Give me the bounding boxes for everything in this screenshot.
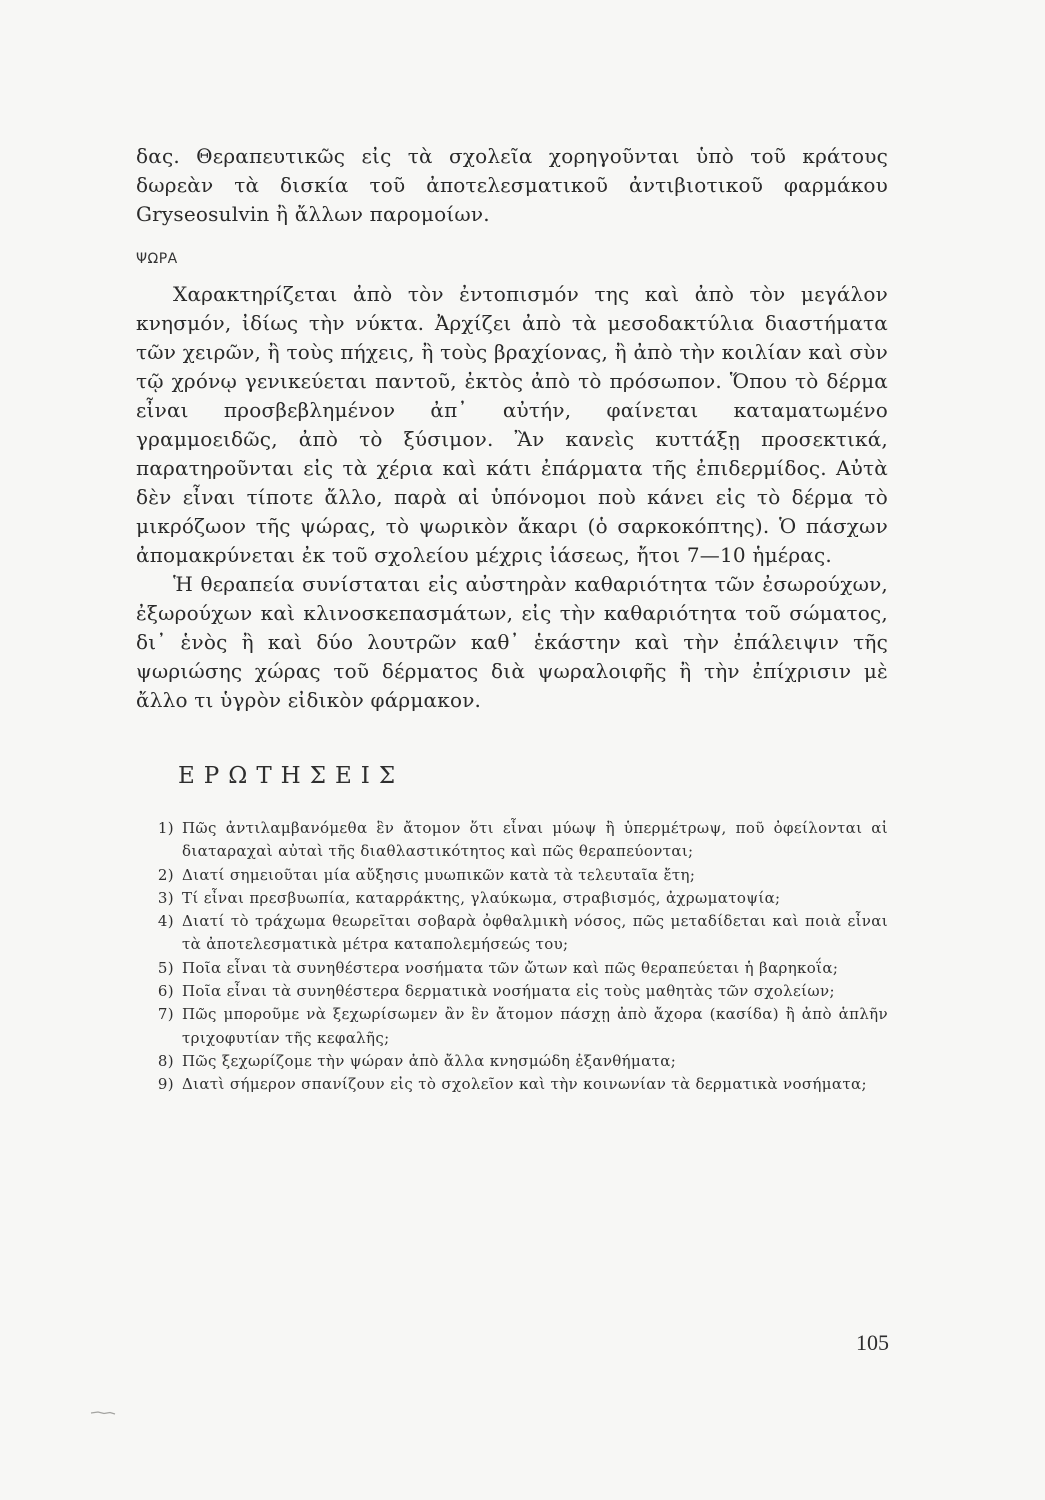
question-text: Πῶς ξεχωρίζομε τὴν ψώραν ἀπὸ ἄλλα κνησμώδη ἐξανθήματα; <box>182 1051 677 1070</box>
page-content <box>136 142 888 1097</box>
question-number: 4) <box>157 912 174 931</box>
question-text: Ποῖα εἶναι τὰ συνηθέστερα νοσήματα τῶν ὤτων καὶ πῶς θεραπεύεται ἡ βαρηκοΐα; <box>182 958 839 977</box>
smudge-icon <box>90 1410 116 1416</box>
question-item <box>136 887 888 910</box>
question-text: Διατὶ σήμερον σπανίζουν εἰς τὸ σχολεῖον καὶ τὴν κοινωνίαν τὰ δερματικὰ νοσήματα; <box>182 1075 867 1094</box>
intro-paragraph: δας. Θεραπευτικῶς εἰς τὰ σχολεῖα χορηγοῦνται ὑπὸ τοῦ κράτους δωρεὰν τὰ δισκία τοῦ ἀποτελεσματικοῦ ἀντιβιοτικοῦ φαρμάκου Gryseosulvin ἢ ἄλλων παρομοίων. <box>136 144 888 226</box>
question-item <box>136 980 888 1003</box>
question-number: 6) <box>157 982 174 1001</box>
question-item <box>136 910 888 957</box>
question-text: Πῶς μποροῦμε νὰ ξεχωρίσωμεν ἂν ἓν ἄτομον πάσχῃ ἀπὸ ἄχορα (κασίδα) ἢ ἀπὸ ἁπλῆν τριχοφυτίαν τῆς κεφαλῆς; <box>182 1005 888 1047</box>
question-text: Πῶς ἀντιλαμβανόμεθα ἓν ἄτομον ὅτι εἶναι μύωψ ἢ ὑπερμέτρωψ, ποῦ ὀφείλονται αἱ διαταραχαὶ αὐταὶ τῆς διαθλαστικότητος καὶ πῶς θεραπεύονται; <box>182 819 888 861</box>
question-item <box>136 864 888 887</box>
question-number: 5) <box>157 958 174 977</box>
question-number: 1) <box>157 819 174 837</box>
section-label-psora: ΨΩΡΑ <box>136 251 178 267</box>
question-number: 2) <box>157 865 174 884</box>
question-text: Διατί σημειοῦται μία αὔξησις μυωπικῶν κατὰ τὰ τελευταῖα ἔτη; <box>182 865 696 884</box>
question-number: 7) <box>157 1005 174 1024</box>
question-text: Διατί τὸ τράχωμα θεωρεῖται σοβαρὰ ὀφθαλμικὴ νόσος, πῶς μεταδίδεται καὶ ποιὰ εἶναι τὰ ἀποτελεσματικὰ μέτρα καταπολεμήσεώς του; <box>182 912 888 954</box>
questions-heading: ΕΡΩΤΗΣΕΙΣ <box>178 763 405 789</box>
section-paragraph-2: Ἡ θεραπεία συνίσταται εἰς αὐστηρὰν καθαριότητα τῶν ἐσωρούχων, ἐξωρούχων καὶ κλινοσκεπασμάτων, εἰς τὴν καθαριότητα τοῦ σώματος, δι᾽ ἑνὸς ἢ καὶ δύο λουτρῶν καθ᾽ ἑκάστην καὶ τὴν ἐπάλειψιν τῆς ψωριώσης χώρας τοῦ δέρματος διὰ ψωραλοιφῆς ἢ τὴν ἐπίχρισιν μὲ ἄλλο τι ὑγρὸν εἰδικὸν φάρμακον. <box>136 572 888 712</box>
question-number: 9) <box>157 1075 174 1094</box>
questions-list <box>136 817 888 1097</box>
page-number: 105 <box>856 1330 889 1355</box>
question-item <box>136 1073 888 1096</box>
question-item <box>136 1050 888 1073</box>
question-item <box>136 817 888 864</box>
section-paragraph-1: Χαρακτηρίζεται ἀπὸ τὸν ἐντοπισμόν της καὶ ἀπὸ τὸν μεγάλον κνησμόν, ἰδίως τὴν νύκτα. Ἀρχίζει ἀπὸ τὰ μεσοδακτύλια διαστήματα τῶν χειρῶν, ἢ τοὺς πήχεις, ἢ τοὺς βραχίονας, ἢ ἀπὸ τὴν κοιλίαν καὶ σὺν τῷ χρόνῳ γενικεύεται παντοῦ, ἐκτὸς ἀπὸ τὸ πρόσωπον. Ὅπου τὸ δέρμα εἶναι προσβεβλημένον ἀπ᾽ αὐτήν, φαίνεται καταματωμένο γραμμοειδῶς, ἀπὸ τὸ ξύσιμον. Ἂν κανεὶς κυττάξῃ προσεκτικά, παρατηροῦνται εἰς τὰ χέρια καὶ κάτι ἐπάρματα τῆς ἐπιδερμίδος. Αὐτὰ δὲν εἶναι τίποτε ἄλλο, παρὰ αἱ ὑπόνομοι ποὺ κάνει εἰς τὸ δέρμα τὸ μικρόζωον τῆς ψώρας, τὸ ψωρικὸν ἄκαρι (ὁ σαρκοκόπτης). Ὁ πάσχων ἀπομακρύνεται ἐκ τοῦ σχολείου μέχρις ἰάσεως, ἤτοι 7—10 ἡμέρας. <box>136 282 888 567</box>
scan-smudge-mark <box>90 1410 116 1414</box>
question-number: 8) <box>157 1051 174 1070</box>
question-item <box>136 957 888 980</box>
question-text: Τί εἶναι πρεσβυωπία, καταρράκτης, γλαύκωμα, στραβισμός, ἀχρωματοψία; <box>182 888 781 907</box>
question-text: Ποῖα εἶναι τὰ συνηθέστερα δερματικὰ νοσήματα εἰς τοὺς μαθητὰς τῶν σχολείων; <box>182 982 835 1001</box>
question-item <box>136 1003 888 1050</box>
question-number: 3) <box>157 888 174 907</box>
